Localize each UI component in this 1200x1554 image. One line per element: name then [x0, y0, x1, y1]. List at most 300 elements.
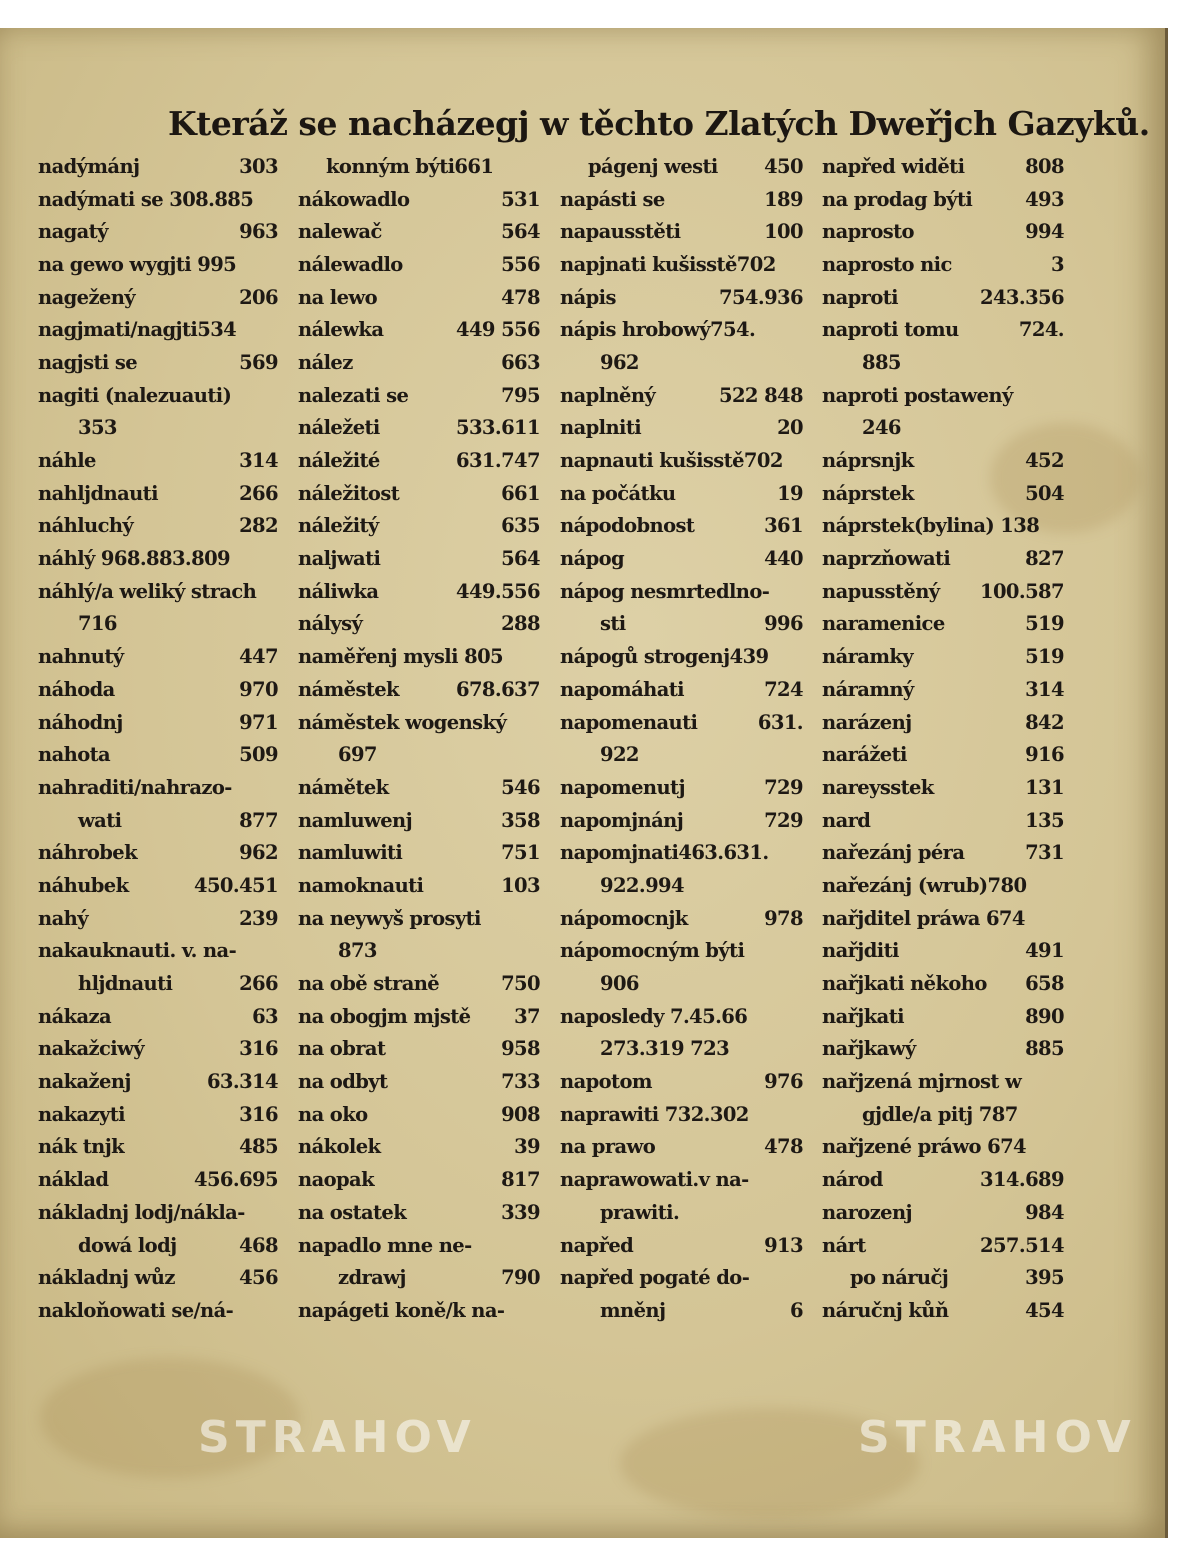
entry-term: náležeti — [298, 416, 380, 440]
index-entry — [822, 1163, 1064, 1196]
entry-page-number: 631.747 — [456, 449, 540, 473]
entry-term: na odbyt — [298, 1070, 388, 1094]
index-entry — [38, 967, 278, 1000]
index-entry — [298, 281, 540, 314]
entry-term: 962 — [600, 350, 639, 374]
index-entry — [560, 1098, 803, 1131]
entry-term: naprawiti 732.302 — [560, 1102, 749, 1126]
entry-page-number: 916 — [1025, 743, 1064, 767]
index-entry — [560, 379, 803, 412]
entry-term: nagežený — [38, 285, 136, 309]
index-entry — [822, 804, 1064, 837]
entry-term: dowá lodj — [78, 1233, 177, 1257]
index-entry — [298, 510, 540, 543]
index-entry — [298, 738, 540, 771]
entry-page-number: 314.689 — [980, 1168, 1064, 1192]
entry-page-number: 63 — [252, 1004, 278, 1028]
entry-page-number: 478 — [764, 1135, 803, 1159]
entry-page-number: 658 — [1025, 972, 1064, 996]
entry-term: págenj westi — [588, 154, 718, 178]
entry-term: náhluchý — [38, 514, 134, 538]
entry-page-number: 509 — [239, 743, 278, 767]
entry-term: náhlý/a weliký strach — [38, 579, 257, 603]
entry-term: zdrawj — [338, 1266, 406, 1290]
entry-page-number: 569 — [239, 350, 278, 374]
entry-page-number: 358 — [501, 808, 540, 832]
index-entry — [38, 738, 278, 771]
index-entry — [822, 313, 1064, 346]
entry-term: narážeti — [822, 743, 907, 767]
index-entry — [298, 1261, 540, 1294]
index-entry — [560, 510, 803, 543]
entry-term: nálewadlo — [298, 252, 403, 276]
index-entry — [822, 215, 1064, 248]
entry-term: na gewo wygjti 995 — [38, 252, 237, 276]
entry-page-number: 6 — [790, 1298, 803, 1322]
entry-page-number: 63.314 — [206, 1070, 278, 1094]
entry-term: náměstek wogenský — [298, 710, 507, 734]
index-entry — [822, 1033, 1064, 1066]
entry-page-number: 361 — [764, 514, 803, 538]
entry-page-number: 452 — [1025, 449, 1064, 473]
entry-term: 922 — [600, 743, 639, 767]
index-entry — [298, 706, 540, 739]
entry-page-number: 239 — [239, 906, 278, 930]
index-entry — [38, 412, 278, 445]
index-entry — [38, 477, 278, 510]
entry-term: naproti — [822, 285, 898, 309]
entry-term: na oko — [298, 1102, 368, 1126]
entry-term: náležité — [298, 449, 380, 473]
entry-page-number: 243.356 — [980, 285, 1064, 309]
index-entry — [822, 281, 1064, 314]
entry-term: náliwka — [298, 579, 379, 603]
entry-page-number: 958 — [501, 1037, 540, 1061]
running-header: Kteráž se nacházegj w těchto Zlatých Dweřjch Gazyků. — [168, 104, 1150, 143]
entry-term: na prodag býti — [822, 187, 973, 211]
entry-term: napásti se — [560, 187, 665, 211]
index-entry — [38, 1196, 278, 1229]
entry-term: náležitost — [298, 481, 400, 505]
index-entry — [298, 150, 540, 183]
index-entry — [822, 771, 1064, 804]
entry-page-number: 963 — [239, 220, 278, 244]
entry-page-number: 314 — [239, 449, 278, 473]
entry-term: nálewka — [298, 318, 384, 342]
index-entry — [298, 967, 540, 1000]
index-entry — [298, 1033, 540, 1066]
index-entry — [38, 1229, 278, 1262]
entry-term: 697 — [338, 743, 377, 767]
entry-page-number: 100.587 — [980, 579, 1064, 603]
entry-term: 906 — [600, 972, 639, 996]
index-entry — [298, 477, 540, 510]
entry-page-number: 288 — [501, 612, 540, 636]
index-entry — [560, 640, 803, 673]
index-entry — [822, 379, 1064, 412]
index-entry — [822, 1098, 1064, 1131]
index-entry — [822, 673, 1064, 706]
entry-term: naproti tomu — [822, 318, 959, 342]
entry-term: napřed widěti — [822, 154, 965, 178]
entry-term: nagatý — [38, 220, 108, 244]
entry-page-number: 440 — [764, 547, 803, 571]
entry-term: naprawowati.v na- — [560, 1168, 749, 1192]
entry-term: naproti postawený — [822, 383, 1013, 407]
entry-page-number: 206 — [239, 285, 278, 309]
entry-term: nápogů strogenj439 — [560, 645, 769, 669]
entry-term: naramenice — [822, 612, 945, 636]
entry-page-number: 282 — [239, 514, 278, 538]
index-entry — [298, 640, 540, 673]
index-entry — [38, 902, 278, 935]
entry-term: nakauknauti. v. na- — [38, 939, 237, 963]
entry-page-number: 531 — [501, 187, 540, 211]
index-entry — [560, 706, 803, 739]
entry-term: sti — [600, 612, 626, 636]
entry-term: nařjkati — [822, 1004, 904, 1028]
index-entry — [822, 1294, 1064, 1327]
index-entry — [298, 673, 540, 706]
entry-term: na prawo — [560, 1135, 656, 1159]
index-entry — [298, 1229, 540, 1262]
index-entry — [38, 281, 278, 314]
index-entry — [560, 608, 803, 641]
entry-term: na počátku — [560, 481, 676, 505]
watermark-left: STRAHOV — [198, 1412, 477, 1463]
entry-term: naprosto nic — [822, 252, 952, 276]
index-entry — [38, 150, 278, 183]
entry-term: nahljdnauti — [38, 481, 158, 505]
index-entry — [560, 1000, 803, 1033]
entry-page-number: 478 — [501, 285, 540, 309]
entry-page-number: 395 — [1025, 1266, 1064, 1290]
watermark-right: STRAHOV — [858, 1412, 1137, 1463]
index-entry — [38, 869, 278, 902]
entry-page-number: 449.556 — [456, 579, 540, 603]
index-entry — [560, 281, 803, 314]
entry-term: nápodobnost — [560, 514, 695, 538]
entry-page-number: 491 — [1025, 939, 1064, 963]
index-entry — [38, 313, 278, 346]
entry-page-number: 908 — [501, 1102, 540, 1126]
index-entry — [560, 150, 803, 183]
entry-term: nařjzená mjrnost w — [822, 1070, 1022, 1094]
entry-term: napadlo mne ne- — [298, 1233, 472, 1257]
entry-term: nápis — [560, 285, 616, 309]
index-entry — [298, 1000, 540, 1033]
index-entry — [38, 836, 278, 869]
index-entry — [298, 313, 540, 346]
entry-page-number: 751 — [501, 841, 540, 865]
entry-term: napausstěti — [560, 220, 681, 244]
entry-page-number: 135 — [1025, 808, 1064, 832]
entry-term: nápomocnjk — [560, 906, 688, 930]
index-entry — [298, 608, 540, 641]
entry-page-number: 456 — [239, 1266, 278, 1290]
index-entry — [298, 346, 540, 379]
entry-term: napomáhati — [560, 677, 684, 701]
entry-page-number: 808 — [1025, 154, 1064, 178]
entry-term: nálysý — [298, 612, 363, 636]
index-column-2 — [298, 150, 540, 1327]
entry-term: napnauti kušisstě702 — [560, 449, 783, 473]
index-entry — [560, 902, 803, 935]
index-entry — [298, 215, 540, 248]
entry-term: nadýmati se 308.885 — [38, 187, 254, 211]
index-entry — [560, 1196, 803, 1229]
index-entry — [38, 1033, 278, 1066]
entry-term: nárt — [822, 1233, 866, 1257]
index-entry — [822, 1131, 1064, 1164]
entry-page-number: 257.514 — [980, 1233, 1064, 1257]
entry-page-number: 504 — [1025, 481, 1064, 505]
index-entry — [298, 412, 540, 445]
entry-term: náhoda — [38, 677, 115, 701]
index-entry — [822, 510, 1064, 543]
index-entry — [560, 542, 803, 575]
index-entry — [560, 412, 803, 445]
entry-page-number: 817 — [501, 1168, 540, 1192]
entry-term: nařjzené práwo 674 — [822, 1135, 1027, 1159]
index-entry — [822, 836, 1064, 869]
entry-term: nagjsti se — [38, 350, 138, 374]
index-entry — [298, 1196, 540, 1229]
index-entry — [822, 412, 1064, 445]
index-entry — [38, 575, 278, 608]
entry-term: nagjmati/nagjti534 — [38, 318, 237, 342]
entry-term: 873 — [338, 939, 377, 963]
index-entry — [822, 346, 1064, 379]
entry-term: napřed pogaté do- — [560, 1266, 750, 1290]
entry-page-number: 449 556 — [456, 318, 540, 342]
entry-page-number: 890 — [1025, 1004, 1064, 1028]
entry-term: namluwenj — [298, 808, 413, 832]
entry-term: 716 — [78, 612, 117, 636]
entry-page-number: 729 — [764, 808, 803, 832]
index-entry — [298, 248, 540, 281]
index-entry — [38, 608, 278, 641]
entry-page-number: 131 — [1025, 775, 1064, 799]
index-entry — [560, 346, 803, 379]
index-entry — [822, 1065, 1064, 1098]
entry-page-number: 20 — [777, 416, 803, 440]
entry-term: nápomocným býti — [560, 939, 745, 963]
entry-term: náprsnjk — [822, 449, 914, 473]
entry-term: nápog nesmrtedlno- — [560, 579, 770, 603]
index-entry — [822, 608, 1064, 641]
index-entry — [560, 1294, 803, 1327]
entry-page-number: 564 — [501, 220, 540, 244]
entry-term: naměřenj mysli 805 — [298, 645, 504, 669]
entry-page-number: 103 — [501, 873, 540, 897]
index-entry — [298, 836, 540, 869]
entry-term: wati — [78, 808, 122, 832]
entry-term: naopak — [298, 1168, 374, 1192]
entry-term: náhodnj — [38, 710, 123, 734]
index-entry — [38, 444, 278, 477]
index-entry — [298, 542, 540, 575]
entry-term: nák tnjk — [38, 1135, 125, 1159]
index-entry — [560, 738, 803, 771]
index-entry — [38, 379, 278, 412]
index-entry — [560, 477, 803, 510]
entry-term: náprstek — [822, 481, 914, 505]
entry-term: náhlý 968.883.809 — [38, 547, 231, 571]
entry-term: gjdle/a pitj 787 — [862, 1102, 1018, 1126]
entry-term: národ — [822, 1168, 883, 1192]
entry-term: nard — [822, 808, 871, 832]
entry-term: nařjditel práwa 674 — [822, 906, 1025, 930]
index-column-1 — [38, 150, 278, 1327]
entry-page-number: 631. — [757, 710, 803, 734]
index-entry — [560, 313, 803, 346]
entry-term: naplněný — [560, 383, 656, 407]
entry-term: naprosto — [822, 220, 914, 244]
index-entry — [822, 967, 1064, 1000]
index-entry — [298, 771, 540, 804]
entry-page-number: 519 — [1025, 612, 1064, 636]
entry-term: nakaženj — [38, 1070, 131, 1094]
entry-term: 885 — [862, 350, 901, 374]
index-entry — [38, 1261, 278, 1294]
entry-page-number: 962 — [239, 841, 278, 865]
entry-term: 922.994 — [600, 873, 684, 897]
index-entry — [822, 1196, 1064, 1229]
index-entry — [560, 1163, 803, 1196]
index-entry — [822, 738, 1064, 771]
entry-page-number: 447 — [239, 645, 278, 669]
entry-page-number: 635 — [501, 514, 540, 538]
entry-term: namoknauti — [298, 873, 424, 897]
index-entry — [560, 1033, 803, 1066]
entry-term: nařjditi — [822, 939, 899, 963]
entry-page-number: 971 — [239, 710, 278, 734]
index-entry — [822, 706, 1064, 739]
entry-term: na lewo — [298, 285, 378, 309]
entry-term: 273.319 723 — [600, 1037, 730, 1061]
entry-term: nález — [298, 350, 353, 374]
entry-term: napomenauti — [560, 710, 698, 734]
entry-term: 353 — [78, 416, 117, 440]
entry-term: nakloňowati se/ná- — [38, 1298, 234, 1322]
index-entry — [38, 542, 278, 575]
entry-page-number: 970 — [239, 677, 278, 701]
entry-page-number: 661 — [501, 481, 540, 505]
index-entry — [38, 183, 278, 216]
entry-page-number: 750 — [501, 972, 540, 996]
entry-page-number: 314 — [1025, 677, 1064, 701]
index-entry — [560, 771, 803, 804]
entry-page-number: 984 — [1025, 1200, 1064, 1224]
index-entry — [822, 935, 1064, 968]
entry-term: nareysstek — [822, 775, 934, 799]
entry-term: náručnj kůň — [822, 1298, 949, 1322]
index-entry — [560, 444, 803, 477]
entry-term: náramný — [822, 677, 914, 701]
entry-page-number: 842 — [1025, 710, 1064, 734]
index-entry — [38, 1163, 278, 1196]
entry-term: nákladnj lodj/nákla- — [38, 1200, 245, 1224]
index-entry — [822, 542, 1064, 575]
entry-page-number: 556 — [501, 252, 540, 276]
entry-term: nákaza — [38, 1004, 112, 1028]
entry-page-number: 100 — [764, 220, 803, 244]
index-entry — [822, 444, 1064, 477]
index-entry — [298, 444, 540, 477]
entry-page-number: 456.695 — [194, 1168, 278, 1192]
entry-term: hljdnauti — [78, 972, 173, 996]
entry-term: na neywyš prosyti — [298, 906, 481, 930]
entry-page-number: 37 — [514, 1004, 540, 1028]
index-entry — [822, 1229, 1064, 1262]
index-entry — [38, 248, 278, 281]
entry-page-number: 339 — [501, 1200, 540, 1224]
index-entry — [560, 1065, 803, 1098]
entry-term: náležitý — [298, 514, 379, 538]
index-entry — [298, 1131, 540, 1164]
entry-page-number: 790 — [501, 1266, 540, 1290]
entry-page-number: 877 — [239, 808, 278, 832]
entry-term: naplniti — [560, 416, 642, 440]
index-entry — [560, 1131, 803, 1164]
entry-page-number: 996 — [764, 612, 803, 636]
entry-term: nařjkati někoho — [822, 972, 987, 996]
entry-page-number: 39 — [514, 1135, 540, 1159]
entry-term: mněnj — [600, 1298, 666, 1322]
entry-page-number: 303 — [239, 154, 278, 178]
entry-page-number: 454 — [1025, 1298, 1064, 1322]
entry-term: napotom — [560, 1070, 652, 1094]
index-entry — [298, 935, 540, 968]
entry-page-number: 976 — [764, 1070, 803, 1094]
entry-term: napomjnati463.631. — [560, 841, 769, 865]
index-entry — [822, 1261, 1064, 1294]
entry-term: na ostatek — [298, 1200, 407, 1224]
index-entry — [822, 150, 1064, 183]
entry-term: namluwiti — [298, 841, 403, 865]
entry-term: nařjkawý — [822, 1037, 916, 1061]
entry-page-number: 733 — [501, 1070, 540, 1094]
entry-term: nahnutý — [38, 645, 124, 669]
index-entry — [560, 673, 803, 706]
entry-term: narázenj — [822, 710, 912, 734]
index-entry — [822, 575, 1064, 608]
index-entry — [298, 183, 540, 216]
entry-term: náhrobek — [38, 841, 138, 865]
entry-term: nákladnj wůz — [38, 1266, 175, 1290]
entry-page-number: 731 — [1025, 841, 1064, 865]
entry-page-number: 468 — [239, 1233, 278, 1257]
entry-term: napomenutj — [560, 775, 685, 799]
index-entry — [298, 1163, 540, 1196]
entry-term: náhubek — [38, 873, 129, 897]
entry-page-number: 3 — [1051, 252, 1064, 276]
entry-page-number: 678.637 — [456, 677, 540, 701]
index-entry — [560, 1229, 803, 1262]
index-entry — [38, 804, 278, 837]
entry-term: nákowadlo — [298, 187, 410, 211]
entry-page-number: 519 — [1025, 645, 1064, 669]
entry-term: naljwati — [298, 547, 381, 571]
entry-page-number: 485 — [239, 1135, 278, 1159]
index-entry — [822, 1000, 1064, 1033]
entry-term: konným býti661 — [326, 154, 494, 178]
index-column-3 — [560, 150, 803, 1327]
entry-term: prawiti. — [600, 1200, 680, 1224]
index-entry — [560, 183, 803, 216]
entry-term: napágeti koně/k na- — [298, 1298, 505, 1322]
